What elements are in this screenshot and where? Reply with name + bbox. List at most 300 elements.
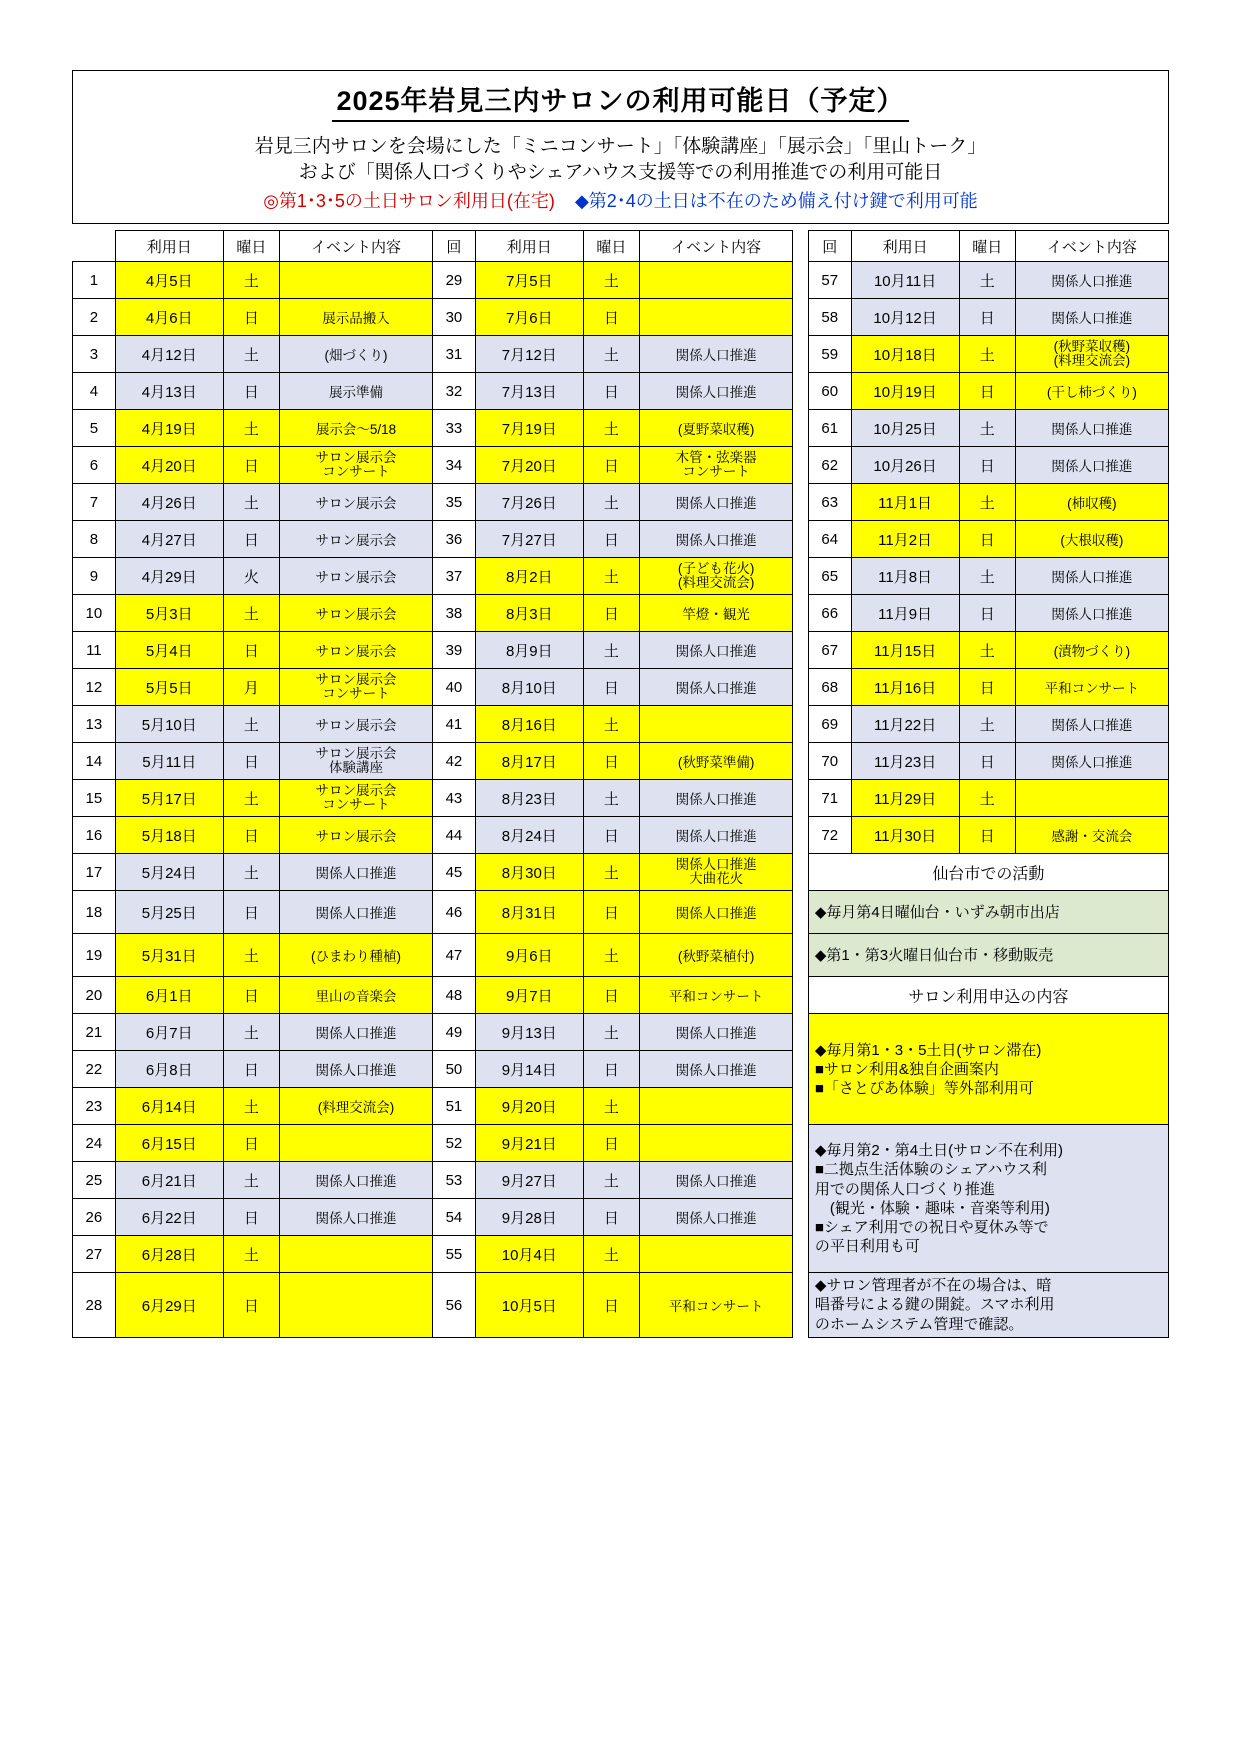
event-cell: サロン展示会 <box>280 558 433 595</box>
date-cell: 10月19日 <box>851 373 959 410</box>
event-cell <box>1015 780 1168 817</box>
table-row <box>73 521 1169 558</box>
date-cell: 9月28日 <box>475 1199 583 1236</box>
dow-cell: 日 <box>959 299 1015 336</box>
date-cell: 9月6日 <box>475 934 583 977</box>
subtitle-box <box>72 128 1169 224</box>
event-cell: サロン展示会 体験講座 <box>280 743 433 780</box>
row-number: 14 <box>73 743 116 780</box>
row-number: 32 <box>433 373 476 410</box>
date-cell: 4月13日 <box>115 373 223 410</box>
date-cell: 9月14日 <box>475 1051 583 1088</box>
row-number: 71 <box>808 780 851 817</box>
empty-cell <box>793 1273 809 1338</box>
dow-cell: 日 <box>223 1051 279 1088</box>
event-cell: 関係人口推進 <box>640 484 793 521</box>
table-row <box>73 299 1169 336</box>
header-dow-2: 曜日 <box>583 231 639 262</box>
row-number: 45 <box>433 854 476 891</box>
date-cell: 8月24日 <box>475 817 583 854</box>
table-row <box>73 891 1169 934</box>
dow-cell: 日 <box>583 1125 639 1162</box>
dow-cell: 日 <box>223 1125 279 1162</box>
date-cell: 11月16日 <box>851 669 959 706</box>
event-cell <box>640 706 793 743</box>
row-number: 29 <box>433 262 476 299</box>
dow-cell: 土 <box>583 934 639 977</box>
date-cell: 7月6日 <box>475 299 583 336</box>
row-number: 31 <box>433 336 476 373</box>
header-dow-3: 曜日 <box>959 231 1015 262</box>
date-cell: 5月5日 <box>115 669 223 706</box>
table-row <box>73 977 1169 1014</box>
row-number: 41 <box>433 706 476 743</box>
event-cell: サロン展示会 <box>280 817 433 854</box>
event-cell: 関係人口推進 <box>1015 595 1168 632</box>
event-cell: 関係人口推進 <box>640 373 793 410</box>
row-number: 43 <box>433 780 476 817</box>
date-cell: 6月14日 <box>115 1088 223 1125</box>
row-number: 7 <box>73 484 116 521</box>
row-number: 30 <box>433 299 476 336</box>
row-number: 28 <box>73 1273 116 1338</box>
row-number: 21 <box>73 1014 116 1051</box>
event-cell: 里山の音楽会 <box>280 977 433 1014</box>
row-number: 2 <box>73 299 116 336</box>
legend-line <box>73 188 1168 215</box>
event-cell: 関係人口推進 大曲花火 <box>640 854 793 891</box>
table-row <box>73 743 1169 780</box>
dow-cell: 日 <box>583 669 639 706</box>
subtitle-line-2: および「関係人口づくりやシェアハウス支援等での利用推進での利用可能日 <box>298 161 943 183</box>
date-cell: 5月18日 <box>115 817 223 854</box>
info-block: ◆毎月第2・第4土日(サロン不在利用) ■二拠点生活体験のシェアハウス利 用での関係人口づくり推進 (観光・体験・趣味・音楽等利用) ■シェア利用での祝日や夏休み等で の平日利用も可 <box>808 1125 1168 1273</box>
row-number: 54 <box>433 1199 476 1236</box>
row-number: 5 <box>73 410 116 447</box>
date-cell: 7月19日 <box>475 410 583 447</box>
row-number: 37 <box>433 558 476 595</box>
row-number: 62 <box>808 447 851 484</box>
event-cell <box>640 299 793 336</box>
header-date-1: 利用日 <box>115 231 223 262</box>
event-cell: サロン展示会 <box>280 521 433 558</box>
empty-cell <box>793 1014 809 1051</box>
dow-cell: 土 <box>583 336 639 373</box>
row-number: 3 <box>73 336 116 373</box>
table-row <box>73 558 1169 595</box>
row-number: 1 <box>73 262 116 299</box>
date-cell: 6月28日 <box>115 1236 223 1273</box>
row-number: 69 <box>808 706 851 743</box>
date-cell: 4月19日 <box>115 410 223 447</box>
empty-cell <box>793 373 809 410</box>
empty-cell <box>793 1125 809 1162</box>
date-cell: 11月29日 <box>851 780 959 817</box>
row-number: 53 <box>433 1162 476 1199</box>
empty-cell <box>793 1199 809 1236</box>
dow-cell: 日 <box>583 595 639 632</box>
subtitle-line-1: 岩見三内サロンを会場にした「ミニコンサート」「体験講座」「展示会」「里山トーク」 <box>254 136 987 157</box>
column-gap <box>793 231 809 262</box>
date-cell: 11月15日 <box>851 632 959 669</box>
empty-cell <box>793 669 809 706</box>
date-cell: 11月30日 <box>851 817 959 854</box>
row-number: 58 <box>808 299 851 336</box>
row-number: 72 <box>808 817 851 854</box>
date-cell: 5月24日 <box>115 854 223 891</box>
empty-cell <box>793 934 809 977</box>
row-number: 55 <box>433 1236 476 1273</box>
dow-cell: 土 <box>583 1088 639 1125</box>
event-cell: (柿収穫) <box>1015 484 1168 521</box>
dow-cell: 日 <box>959 595 1015 632</box>
row-number: 61 <box>808 410 851 447</box>
dow-cell: 土 <box>959 262 1015 299</box>
row-number: 56 <box>433 1273 476 1338</box>
date-cell: 10月25日 <box>851 410 959 447</box>
event-cell: 関係人口推進 <box>280 891 433 934</box>
date-cell: 5月3日 <box>115 595 223 632</box>
dow-cell: 土 <box>959 484 1015 521</box>
row-number: 64 <box>808 521 851 558</box>
header-event-2: イベント内容 <box>640 231 793 262</box>
date-cell: 8月17日 <box>475 743 583 780</box>
event-cell <box>640 1236 793 1273</box>
event-cell: 関係人口推進 <box>280 1051 433 1088</box>
dow-cell: 土 <box>223 780 279 817</box>
row-number: 39 <box>433 632 476 669</box>
row-number: 36 <box>433 521 476 558</box>
dow-cell: 日 <box>959 743 1015 780</box>
row-number: 67 <box>808 632 851 669</box>
dow-cell: 火 <box>223 558 279 595</box>
date-cell: 6月22日 <box>115 1199 223 1236</box>
date-cell: 10月11日 <box>851 262 959 299</box>
row-number: 17 <box>73 854 116 891</box>
date-cell: 9月21日 <box>475 1125 583 1162</box>
empty-cell <box>793 817 809 854</box>
event-cell: (秋野菜準備) <box>640 743 793 780</box>
dow-cell: 土 <box>959 780 1015 817</box>
dow-cell: 土 <box>223 1014 279 1051</box>
table-header-row <box>73 231 1169 262</box>
dow-cell: 土 <box>583 484 639 521</box>
event-cell: 関係人口推進 <box>640 891 793 934</box>
date-cell: 10月4日 <box>475 1236 583 1273</box>
date-cell: 4月6日 <box>115 299 223 336</box>
empty-cell <box>793 780 809 817</box>
dow-cell: 土 <box>583 780 639 817</box>
title-box <box>72 70 1169 128</box>
row-number: 24 <box>73 1125 116 1162</box>
row-number: 47 <box>433 934 476 977</box>
date-cell: 4月26日 <box>115 484 223 521</box>
date-cell: 11月2日 <box>851 521 959 558</box>
row-number: 57 <box>808 262 851 299</box>
event-cell: (漬物づくり) <box>1015 632 1168 669</box>
dow-cell: 日 <box>223 521 279 558</box>
event-cell: 関係人口推進 <box>640 1162 793 1199</box>
dow-cell: 土 <box>583 1236 639 1273</box>
event-cell: (料理交流会) <box>280 1088 433 1125</box>
row-number: 4 <box>73 373 116 410</box>
row-number: 10 <box>73 595 116 632</box>
event-cell: (夏野菜収穫) <box>640 410 793 447</box>
row-number: 68 <box>808 669 851 706</box>
date-cell: 10月26日 <box>851 447 959 484</box>
legend-blue: ◆第2･4の土日は不在のため備え付け鍵で利用可能 <box>574 191 978 212</box>
date-cell: 8月30日 <box>475 854 583 891</box>
event-cell: 関係人口推進 <box>1015 299 1168 336</box>
row-number: 65 <box>808 558 851 595</box>
date-cell: 5月17日 <box>115 780 223 817</box>
event-cell: サロン展示会 <box>280 595 433 632</box>
row-number: 59 <box>808 336 851 373</box>
date-cell: 7月12日 <box>475 336 583 373</box>
event-cell: サロン展示会 <box>280 484 433 521</box>
dow-cell: 日 <box>223 743 279 780</box>
event-cell: サロン展示会 コンサート <box>280 669 433 706</box>
event-cell: 関係人口推進 <box>640 1051 793 1088</box>
event-cell: 展示品搬入 <box>280 299 433 336</box>
date-cell: 8月23日 <box>475 780 583 817</box>
date-cell: 4月5日 <box>115 262 223 299</box>
empty-cell <box>793 891 809 934</box>
date-cell: 6月1日 <box>115 977 223 1014</box>
row-number: 11 <box>73 632 116 669</box>
event-cell: 関係人口推進 <box>280 1014 433 1051</box>
event-cell: 関係人口推進 <box>1015 410 1168 447</box>
date-cell: 11月1日 <box>851 484 959 521</box>
date-cell: 5月31日 <box>115 934 223 977</box>
dow-cell: 土 <box>223 1088 279 1125</box>
row-number: 15 <box>73 780 116 817</box>
table-row <box>73 447 1169 484</box>
dow-cell: 日 <box>223 977 279 1014</box>
event-cell: サロン展示会 <box>280 706 433 743</box>
table-row <box>73 706 1169 743</box>
dow-cell: 土 <box>223 854 279 891</box>
header-no-3: 回 <box>808 231 851 262</box>
event-cell: 関係人口推進 <box>640 817 793 854</box>
empty-cell <box>793 1162 809 1199</box>
date-cell: 10月12日 <box>851 299 959 336</box>
header-spacer <box>73 231 116 262</box>
row-number: 49 <box>433 1014 476 1051</box>
empty-cell <box>793 521 809 558</box>
date-cell: 4月20日 <box>115 447 223 484</box>
event-cell: (畑づくり) <box>280 336 433 373</box>
row-number: 26 <box>73 1199 116 1236</box>
dow-cell: 土 <box>223 262 279 299</box>
table-row <box>73 780 1169 817</box>
table-row <box>73 484 1169 521</box>
dow-cell: 日 <box>583 891 639 934</box>
event-cell: サロン展示会 コンサート <box>280 447 433 484</box>
event-cell: 平和コンサート <box>640 1273 793 1338</box>
empty-cell <box>793 1088 809 1125</box>
date-cell: 5月4日 <box>115 632 223 669</box>
event-cell: 関係人口推進 <box>640 1199 793 1236</box>
dow-cell: 土 <box>959 632 1015 669</box>
dow-cell: 日 <box>583 373 639 410</box>
info-section-title: 仙台市での活動 <box>808 854 1168 891</box>
event-cell: 平和コンサート <box>640 977 793 1014</box>
event-cell: (子ども花火) (料理交流会) <box>640 558 793 595</box>
info-section-title: サロン利用申込の内容 <box>808 977 1168 1014</box>
date-cell: 6月7日 <box>115 1014 223 1051</box>
event-cell: 関係人口推進 <box>280 1199 433 1236</box>
event-cell: (秋野菜収穫) (料理交流会) <box>1015 336 1168 373</box>
info-item: ◆第1・第3火曜日仙台市・移動販売 <box>808 934 1168 977</box>
row-number: 52 <box>433 1125 476 1162</box>
event-cell: 関係人口推進 <box>1015 743 1168 780</box>
row-number: 40 <box>433 669 476 706</box>
row-number: 51 <box>433 1088 476 1125</box>
event-cell: 木管・弦楽器 コンサート <box>640 447 793 484</box>
date-cell: 10月5日 <box>475 1273 583 1338</box>
date-cell: 7月20日 <box>475 447 583 484</box>
row-number: 20 <box>73 977 116 1014</box>
date-cell: 9月27日 <box>475 1162 583 1199</box>
dow-cell: 土 <box>223 1162 279 1199</box>
row-number: 38 <box>433 595 476 632</box>
event-cell <box>280 1125 433 1162</box>
dow-cell: 土 <box>223 934 279 977</box>
info-block: ◆サロン管理者が不在の場合は、暗 唱番号による鍵の開錠。スマホ利用 のホームシステム管理で確認。 <box>808 1273 1168 1338</box>
table-row <box>73 262 1169 299</box>
table-row <box>73 1125 1169 1162</box>
event-cell: (干し柿づくり) <box>1015 373 1168 410</box>
empty-cell <box>793 1236 809 1273</box>
event-cell: 関係人口推進 <box>1015 706 1168 743</box>
event-cell: 関係人口推進 <box>640 780 793 817</box>
event-cell: (大根収穫) <box>1015 521 1168 558</box>
schedule-table <box>72 230 1169 1338</box>
date-cell: 9月13日 <box>475 1014 583 1051</box>
event-cell: (ひまわり種植) <box>280 934 433 977</box>
header-date-2: 利用日 <box>475 231 583 262</box>
dow-cell: 土 <box>223 595 279 632</box>
date-cell: 8月9日 <box>475 632 583 669</box>
date-cell: 8月2日 <box>475 558 583 595</box>
empty-cell <box>793 706 809 743</box>
dow-cell: 日 <box>583 1273 639 1338</box>
dow-cell: 日 <box>583 1199 639 1236</box>
empty-cell <box>793 977 809 1014</box>
dow-cell: 土 <box>223 410 279 447</box>
dow-cell: 日 <box>583 743 639 780</box>
dow-cell: 月 <box>223 669 279 706</box>
event-cell: 関係人口推進 <box>1015 262 1168 299</box>
page-title: 2025年岩見三内サロンの利用可能日（予定） <box>332 79 908 122</box>
table-row <box>73 410 1169 447</box>
dow-cell: 土 <box>583 262 639 299</box>
table-row <box>73 595 1169 632</box>
event-cell <box>640 262 793 299</box>
dow-cell: 日 <box>223 891 279 934</box>
dow-cell: 日 <box>583 977 639 1014</box>
event-cell: 関係人口推進 <box>640 336 793 373</box>
dow-cell: 日 <box>959 669 1015 706</box>
dow-cell: 土 <box>583 1014 639 1051</box>
header-event-3: イベント内容 <box>1015 231 1168 262</box>
dow-cell: 土 <box>223 336 279 373</box>
dow-cell: 日 <box>959 817 1015 854</box>
date-cell: 7月13日 <box>475 373 583 410</box>
dow-cell: 日 <box>223 817 279 854</box>
event-cell: 関係人口推進 <box>1015 447 1168 484</box>
event-cell: サロン展示会 コンサート <box>280 780 433 817</box>
dow-cell: 土 <box>959 706 1015 743</box>
date-cell: 9月20日 <box>475 1088 583 1125</box>
row-number: 25 <box>73 1162 116 1199</box>
event-cell <box>640 1125 793 1162</box>
event-cell: 関係人口推進 <box>640 669 793 706</box>
dow-cell: 土 <box>223 706 279 743</box>
date-cell: 11月22日 <box>851 706 959 743</box>
table-row <box>73 1273 1169 1338</box>
header-dow-1: 曜日 <box>223 231 279 262</box>
row-number: 44 <box>433 817 476 854</box>
table-row <box>73 817 1169 854</box>
event-cell <box>280 1236 433 1273</box>
row-number: 9 <box>73 558 116 595</box>
header-event-1: イベント内容 <box>280 231 433 262</box>
dow-cell: 日 <box>223 1273 279 1338</box>
empty-cell <box>793 484 809 521</box>
dow-cell: 土 <box>583 410 639 447</box>
row-number: 42 <box>433 743 476 780</box>
empty-cell <box>793 262 809 299</box>
dow-cell: 日 <box>583 521 639 558</box>
date-cell: 5月11日 <box>115 743 223 780</box>
row-number: 22 <box>73 1051 116 1088</box>
event-cell: 平和コンサート <box>1015 669 1168 706</box>
empty-cell <box>793 743 809 780</box>
dow-cell: 土 <box>959 410 1015 447</box>
date-cell: 8月31日 <box>475 891 583 934</box>
date-cell: 8月3日 <box>475 595 583 632</box>
empty-cell <box>793 447 809 484</box>
event-cell: 展示準備 <box>280 373 433 410</box>
empty-cell <box>793 632 809 669</box>
date-cell: 6月29日 <box>115 1273 223 1338</box>
legend-red: ◎第1･3･5の土日サロン利用日(在宅) <box>263 191 555 212</box>
table-row <box>73 632 1169 669</box>
date-cell: 9月7日 <box>475 977 583 1014</box>
row-number: 46 <box>433 891 476 934</box>
dow-cell: 日 <box>223 373 279 410</box>
empty-cell <box>793 595 809 632</box>
dow-cell: 土 <box>223 484 279 521</box>
row-number: 48 <box>433 977 476 1014</box>
date-cell: 5月10日 <box>115 706 223 743</box>
info-block: ◆毎月第1・3・5土日(サロン滞在) ■サロン利用&独自企画案内 ■「さとぴあ体験」等外部利用可 <box>808 1014 1168 1125</box>
date-cell: 4月29日 <box>115 558 223 595</box>
table-row <box>73 854 1169 891</box>
date-cell: 11月23日 <box>851 743 959 780</box>
event-cell <box>280 262 433 299</box>
date-cell: 10月18日 <box>851 336 959 373</box>
date-cell: 4月12日 <box>115 336 223 373</box>
table-row <box>73 1014 1169 1051</box>
row-number: 12 <box>73 669 116 706</box>
row-number: 16 <box>73 817 116 854</box>
dow-cell: 日 <box>223 1199 279 1236</box>
date-cell: 8月16日 <box>475 706 583 743</box>
dow-cell: 日 <box>583 447 639 484</box>
